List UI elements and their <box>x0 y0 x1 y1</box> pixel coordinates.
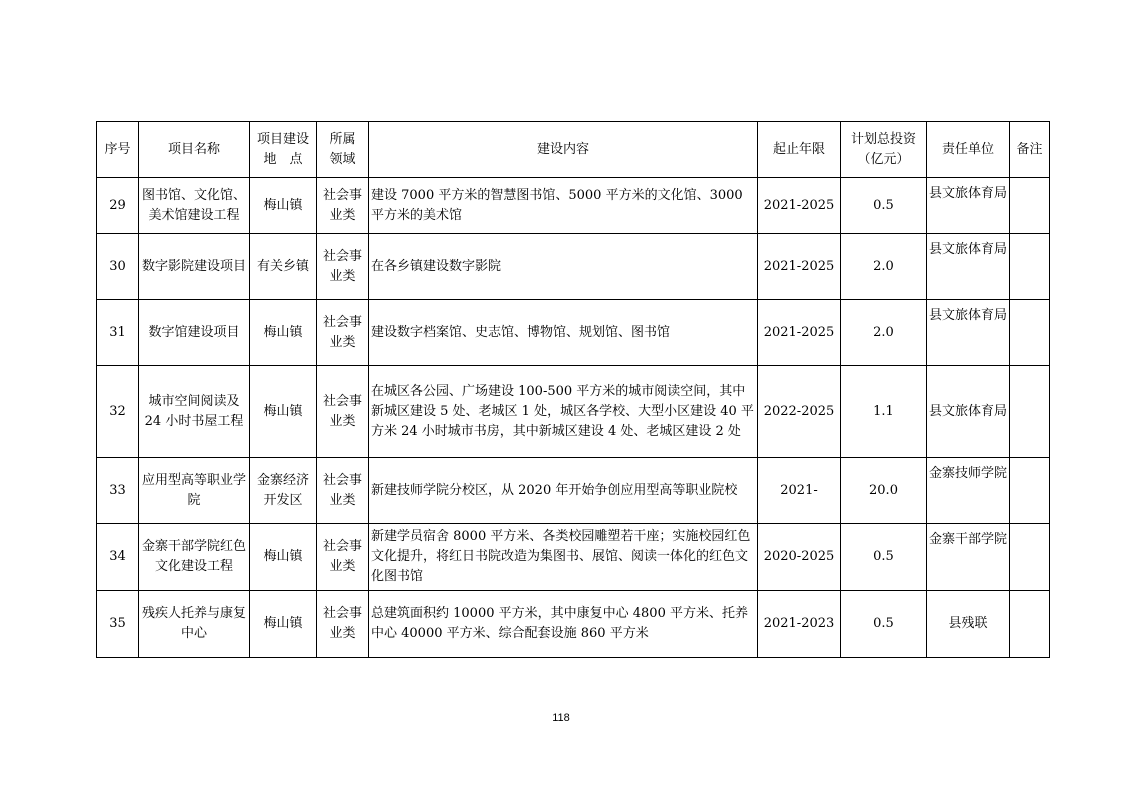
header-investment-line2: （亿元） <box>857 151 910 167</box>
cell-field: 社会事业类 <box>317 300 369 366</box>
cell-field: 社会事业类 <box>317 178 369 234</box>
cell-period: 2021-2025 <box>758 178 841 234</box>
cell-investment: 1.1 <box>841 366 927 458</box>
cell-no: 30 <box>97 234 139 300</box>
cell-no: 34 <box>97 524 139 591</box>
cell-content: 建设数字档案馆、史志馆、博物馆、规划馆、图书馆 <box>369 300 758 366</box>
cell-remarks <box>1010 591 1050 658</box>
cell-period: 2021-2025 <box>758 300 841 366</box>
cell-investment: 2.0 <box>841 234 927 300</box>
header-location <box>250 122 317 178</box>
cell-location: 梅山镇 <box>250 366 317 458</box>
table-row <box>97 178 1050 234</box>
header-investment-line1: 计划总投资 <box>850 131 916 147</box>
cell-owner: 县文旅体育局 <box>927 300 1010 366</box>
cell-period: 2020-2025 <box>758 524 841 591</box>
cell-name: 应用型高等职业学院 <box>139 458 250 524</box>
cell-owner: 县残联 <box>927 591 1010 658</box>
cell-investment: 2.0 <box>841 300 927 366</box>
cell-owner: 县文旅体育局 <box>927 234 1010 300</box>
header-no: 序号 <box>97 122 139 178</box>
cell-content: 新建技师学院分校区，从 2020 年开始争创应用型高等职业院校 <box>369 458 758 524</box>
cell-field: 社会事业类 <box>317 524 369 591</box>
cell-investment: 20.0 <box>841 458 927 524</box>
cell-field: 社会事业类 <box>317 591 369 658</box>
cell-no: 32 <box>97 366 139 458</box>
table-row <box>97 591 1050 658</box>
cell-location: 梅山镇 <box>250 178 317 234</box>
header-content: 建设内容 <box>369 122 758 178</box>
cell-location: 有关乡镇 <box>250 234 317 300</box>
cell-period: 2021-2025 <box>758 234 841 300</box>
cell-period: 2021- <box>758 458 841 524</box>
header-field-line1: 所属 <box>329 131 356 147</box>
cell-content: 在城区各公园、广场建设 100-500 平方米的城市阅读空间，其中新城区建设 5 处、老城区 1 处，城区各学校、大型小区建设 40 平方米 24 小时城市书房，其中新城区建设 4 处、老城区建设 2 处 <box>369 366 758 458</box>
cell-remarks <box>1010 178 1050 234</box>
table-row <box>97 234 1050 300</box>
cell-owner: 县文旅体育局 <box>927 178 1010 234</box>
cell-name: 金寨干部学院红色文化建设工程 <box>139 524 250 591</box>
cell-period: 2021-2023 <box>758 591 841 658</box>
cell-investment: 0.5 <box>841 178 927 234</box>
cell-owner: 金寨技师学院 <box>927 458 1010 524</box>
cell-no: 35 <box>97 591 139 658</box>
header-field-line2: 领域 <box>329 151 356 167</box>
cell-location: 梅山镇 <box>250 524 317 591</box>
cell-remarks <box>1010 524 1050 591</box>
cell-name: 数字影院建设项目 <box>139 234 250 300</box>
table-row <box>97 366 1050 458</box>
cell-no: 33 <box>97 458 139 524</box>
cell-no: 31 <box>97 300 139 366</box>
table-row <box>97 524 1050 591</box>
cell-content: 建设 7000 平方米的智慧图书馆、5000 平方米的文化馆、3000 平方米的美术馆 <box>369 178 758 234</box>
table-row <box>97 300 1050 366</box>
header-location-line2: 地 点 <box>263 151 303 167</box>
cell-owner: 金寨干部学院 <box>927 524 1010 591</box>
project-table <box>96 121 1050 658</box>
cell-field: 社会事业类 <box>317 234 369 300</box>
header-name: 项目名称 <box>139 122 250 178</box>
table-row <box>97 458 1050 524</box>
header-owner: 责任单位 <box>927 122 1010 178</box>
header-period: 起止年限 <box>758 122 841 178</box>
cell-field: 社会事业类 <box>317 458 369 524</box>
cell-content: 在各乡镇建设数字影院 <box>369 234 758 300</box>
cell-remarks <box>1010 366 1050 458</box>
cell-investment: 0.5 <box>841 591 927 658</box>
cell-period: 2022-2025 <box>758 366 841 458</box>
cell-remarks <box>1010 234 1050 300</box>
cell-owner: 县文旅体育局 <box>927 366 1010 458</box>
page-number: 118 <box>552 712 570 724</box>
table-header-row <box>97 122 1050 178</box>
cell-content: 总建筑面积约 10000 平方米，其中康复中心 4800 平方米、托养中心 40000 平方米、综合配套设施 860 平方米 <box>369 591 758 658</box>
header-field <box>317 122 369 178</box>
cell-name: 残疾人托养与康复中心 <box>139 591 250 658</box>
header-location-line1: 项目建设 <box>256 131 309 147</box>
cell-name: 城市空间阅读及 24 小时书屋工程 <box>139 366 250 458</box>
cell-remarks <box>1010 300 1050 366</box>
cell-name: 图书馆、文化馆、美术馆建设工程 <box>139 178 250 234</box>
cell-remarks <box>1010 458 1050 524</box>
header-remarks: 备注 <box>1010 122 1050 178</box>
cell-field: 社会事业类 <box>317 366 369 458</box>
cell-location: 梅山镇 <box>250 300 317 366</box>
cell-name: 数字馆建设项目 <box>139 300 250 366</box>
cell-no: 29 <box>97 178 139 234</box>
cell-content: 新建学员宿舍 8000 平方米、各类校园雕塑若干座；实施校园红色文化提升，将红日书院改造为集图书、展馆、阅读一体化的红色文化图书馆 <box>369 524 758 591</box>
cell-location: 金寨经济开发区 <box>250 458 317 524</box>
cell-investment: 0.5 <box>841 524 927 591</box>
cell-location: 梅山镇 <box>250 591 317 658</box>
header-investment <box>841 122 927 178</box>
